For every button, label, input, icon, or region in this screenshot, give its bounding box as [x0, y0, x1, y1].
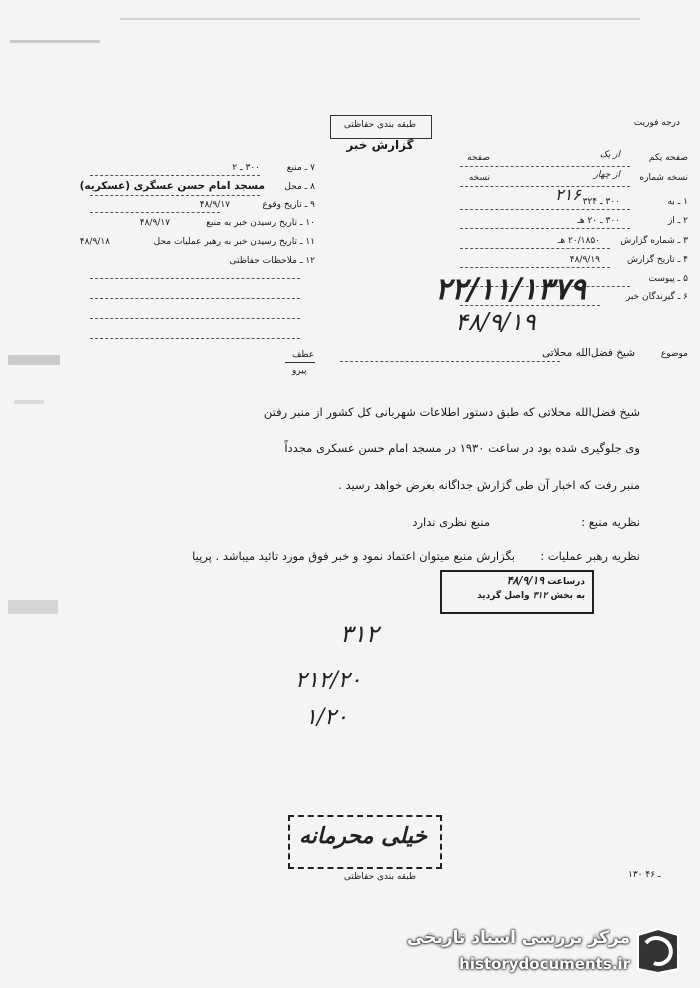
field-to-value: ۳۰۰ ـ ۳۲۴	[582, 197, 620, 207]
handwritten-top-code: ۲۱۶	[555, 185, 581, 204]
source-opinion-value: منبع نظری ندارد	[412, 515, 490, 529]
reference-label: عطف	[292, 350, 315, 360]
field-source-value: ۳۰۰ ـ ۲	[232, 163, 260, 173]
receipt-dept-value: ۳۱۲	[532, 591, 548, 601]
field-page-suffix: صفحه	[467, 153, 490, 163]
leader-opinion-value: بگزارش منبع میتوان اعتماد نمود و خبر فوق مورد تائید میباشد . پرپیا	[192, 549, 515, 563]
handwritten-date-large: ۲۲/۱۱/۱۳۷۹	[435, 272, 586, 307]
field-leader-received-value: ۴۸/۹/۱۸	[79, 237, 110, 247]
receipt-time-label: درساعت	[547, 577, 585, 587]
watermark-logo-icon	[632, 925, 684, 977]
field-report-number-label: ۳ ـ شماره گزارش	[620, 236, 688, 246]
field-report-number-value: ۲۰/۱۸۵۰ هـ	[557, 236, 600, 246]
field-report-date-value: ۴۸/۹/۱۹	[569, 255, 600, 265]
body-line: شیخ فضل‌الله محلاتی که طبق دستور اطلاعات شهربانی کل کشور از منبر رفتن	[263, 405, 640, 419]
field-location-label: ۸ ـ محل	[284, 182, 315, 192]
field-source-received-label: ۱۰ ـ تاریخ رسیدن خبر به منبع	[206, 218, 315, 228]
handwritten-date-small: ۴۸/۹/۱۹	[455, 308, 536, 336]
source-opinion-label: نظریه منبع :	[581, 515, 640, 529]
watermark-url: historydocuments.ir	[459, 955, 630, 973]
field-page-label: صفحه یکم	[648, 153, 688, 163]
urgency-label: درجه فوریت	[633, 118, 680, 128]
follow-up-label: پیرو	[292, 366, 307, 376]
field-report-date-label: ۴ ـ تاریخ گزارش	[626, 255, 688, 265]
field-from-value: ۳۰۰ ـ ۲۰ هـ	[577, 216, 620, 226]
margin-note: ۱/۲۰	[305, 705, 348, 730]
field-recipients-label: ۶ ـ گیرندگان خبر	[625, 292, 688, 302]
receipt-time-value: ۴۸/۹/۱۹	[506, 574, 545, 587]
field-occurrence-date-label: ۹ ـ تاریخ وقوع	[262, 200, 315, 210]
watermark-title: مرکز بررسی اسناد تاریخی	[407, 928, 630, 948]
leader-opinion-label: نظریه رهبر عملیات :	[540, 549, 640, 563]
field-copy-suffix: نسخه	[468, 173, 490, 183]
report-title: گزارش خبر	[346, 138, 414, 152]
classification-bottom-label: طبقه بندی حفاظتی	[343, 872, 417, 882]
field-leader-received-label: ۱۱ ـ تاریخ رسیدن خبر به رهبر عملیات محل	[153, 237, 315, 247]
margin-note: ۲۱۲/۲۰	[295, 668, 362, 693]
field-security-notes-label: ۱۲ ـ ملاحظات حفاظتی	[229, 256, 315, 266]
margin-note: ۳۱۲	[340, 620, 379, 648]
secrecy-stamp-text: خیلی محرمانه	[298, 823, 428, 849]
field-to-label: ۱ ـ به	[667, 197, 688, 207]
body-line: منبر رفت که اخبار آن طی گزارش جداگانه بعرض خواهد رسید .	[338, 478, 640, 492]
field-source-label: ۷ ـ منبع	[286, 163, 315, 173]
form-code: ۱۳۰ ـ ۴۶	[628, 870, 661, 880]
field-location-value: مسجد امام حسن عسگری (عسکریه)	[79, 180, 265, 192]
receipt-dept-label: به بخش	[550, 591, 585, 601]
receipt-received-label: واصل گردید	[477, 591, 530, 601]
field-occurrence-date-value: ۴۸/۹/۱۷	[199, 200, 230, 210]
classification-label: طبقه بندی حفاظتی	[343, 120, 417, 130]
subject-value: شیخ فضل‌الله محلاتی	[541, 347, 635, 359]
receipt-line2	[477, 591, 585, 601]
subject-label: موضوع	[660, 349, 688, 359]
field-copy-value: از چهار	[593, 170, 620, 180]
field-attachment-label: ۵ ـ پیوست	[648, 274, 688, 284]
field-from-label: ۲ ـ از	[667, 216, 688, 226]
receipt-line1	[507, 574, 585, 587]
field-copy-label: نسخه شماره	[639, 173, 688, 183]
field-page-value: از یک	[599, 150, 620, 160]
body-line: وی جلوگیری شده بود در ساعت ۱۹۳۰ در مسجد امام حسن عسکری مجدداً	[284, 441, 640, 455]
field-source-received-value: ۴۸/۹/۱۷	[139, 218, 170, 228]
